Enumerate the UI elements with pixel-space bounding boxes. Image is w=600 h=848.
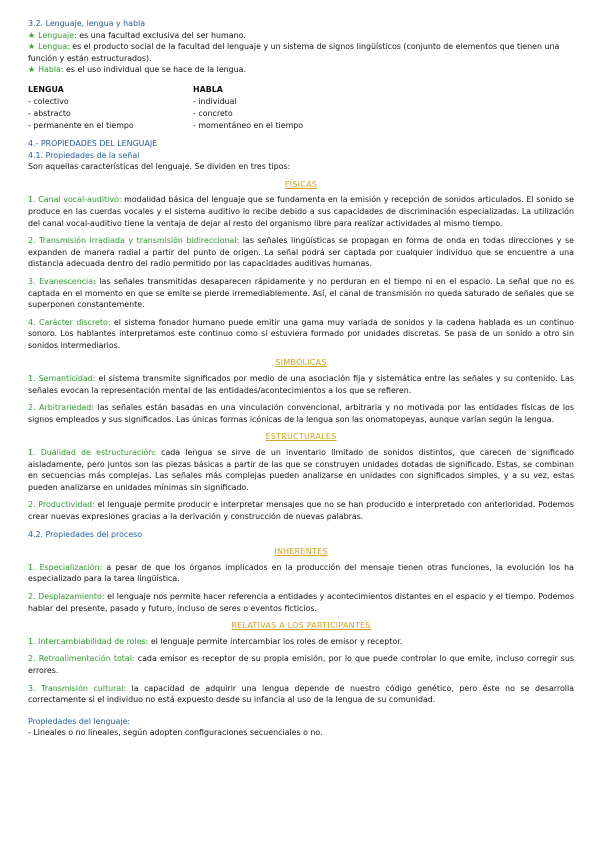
- property-term: 2. Transmisión irradiada y transmisión bidireccional:: [28, 236, 240, 246]
- property-item: [28, 653, 574, 676]
- footer-heading: Propiedades del lenguaje:: [28, 716, 131, 726]
- property-text: el lenguaje permite intercambiar los roles de emisor y receptor.: [148, 636, 403, 646]
- property-text: el sistema fonador humano puede emitir una gama muy variada de sonidos y la cadena hablada es un continuo sonoro. Los hablantes interpretamos este continuo como si estuviera formado por unidades discretas. Se pasa de un sonido a otro sin sonidos intermediarios.: [28, 317, 575, 350]
- property-item: [28, 499, 574, 522]
- definition-habla: [28, 64, 574, 76]
- section-4-1-heading: 4.1. Propiedades de la señal: [28, 150, 140, 160]
- section-4-heading: 4.- PROPIEDADES DEL LENGUAJE: [28, 138, 158, 148]
- table-cell: - individual: [193, 96, 237, 106]
- property-text: cada emisor es receptor de su propia emisión, por lo que puede controlar lo que emite, incluso corregir sus errores.: [28, 654, 574, 675]
- property-text: las señales transmitidas desaparecen rápidamente y no perduran en el tiempo ni en el espacio. La señal que no es captada en el momento en que se emite se pierde irremediablemente. Así, el canal de transmisión no queda saturado de señales que se superponen constantemente.: [28, 276, 574, 310]
- property-term: 1. Intercambiabilidad de roles:: [28, 636, 149, 646]
- definition-lenguaje: [28, 30, 574, 42]
- category-title: FÍSICAS: [284, 179, 318, 189]
- definition-text: es una facultad exclusiva del ser humano.: [76, 30, 246, 40]
- category-title: SIMBÓLICAS: [275, 358, 327, 368]
- property-text: el sistema transmite significados por medio de una asociación fija y sistemática entre las señales y su contenido. Las señales evocan la representación mental de las entidades/acontecimientos a los que se refieren.: [28, 374, 574, 395]
- category-title: RELATIVAS A LOS PARTICIPANTES: [231, 621, 371, 631]
- property-text: cada lengua se sirve de un inventario limitado de sonidos distintos, que carecen de significado aisladamente, pero juntos son las piezas básicas a partir de las que se construyen unidades dotadas de significado. Estas, se combinan en secuencias más complejas. Las señales más complejas pueden analizarse en unidades con significados simples, y a su vez, estas pueden analizarse en unidades mínimas sin significado.: [28, 448, 574, 492]
- section-3-2-heading: 3.2. Lenguaje, lengua y habla: [28, 19, 146, 28]
- property-text: las señales están basadas en una vinculación convencional, arbitraria y no motivada por las entidades físicas de los signos empleados y sus significados. Las únicas formas icónicas de la lengua son las onomatopeyas, aunque varían según la lengua.: [28, 403, 574, 424]
- property-term: 1. Semanticidad:: [28, 374, 96, 384]
- star-icon: ★: [28, 42, 36, 52]
- category-estructurales: [28, 431, 574, 443]
- property-text: las señales lingüísticas se propagan en forma de onda en todas direcciones y se expanden de manera radial a partir del punto de origen. La señal podrá ser captada por cualquier individuo que se encuentre a una distancia adecuada dentro del radio permitido por las capacidades auditivas humanas.: [28, 236, 574, 269]
- category-fisicas: [28, 179, 574, 191]
- definition-lengua: [28, 41, 574, 64]
- property-item: [28, 591, 574, 614]
- star-icon: ★: [28, 65, 36, 75]
- section-intro: Son aquellas características del lenguaje. Se dividen en tres tipos:: [28, 162, 291, 172]
- lengua-habla-table: [28, 84, 574, 132]
- section-4-2-heading: 4.2. Propiedades del proceso: [28, 529, 143, 539]
- term: Habla:: [38, 65, 64, 75]
- property-item: [28, 194, 574, 229]
- table-header-habla: HABLA: [193, 84, 223, 94]
- property-term: 2. Arbitrariedad:: [28, 403, 94, 413]
- definition-text: es el uso individual que se hace de la lengua.: [63, 65, 247, 75]
- property-term: 3. Transmisión cultural:: [28, 683, 127, 693]
- table-cell: - concreto: [193, 108, 233, 118]
- table-cell: - permanente en el tiempo: [28, 120, 134, 130]
- property-text: el lenguaje nos permite hacer referencia a entidades y acontecimientos distantes en el espacio y el tiempo. Podemos hablar del presente, pasado y futuro, incluso de seres o eventos ficticios.: [28, 591, 574, 613]
- star-icon: ★: [28, 30, 36, 40]
- property-item: [28, 276, 574, 311]
- property-text: el lenguaje permite producir e interpretar mensajes que no se han producido e interpretado con anterioridad. Podemos crear nuevas expresiones gracias a la derivación y construcción de nuevas palabras.: [28, 500, 574, 521]
- table-header-lengua: LENGUA: [28, 84, 64, 94]
- property-item: [28, 402, 574, 425]
- property-term: 4. Carácter discreto:: [28, 317, 111, 327]
- property-term: 2. Desplazamiento:: [28, 591, 105, 601]
- property-term: 2. Retroalimentación total:: [28, 654, 135, 664]
- property-term: 3. Evanescencia:: [28, 276, 96, 286]
- footer-line: - Lineales o no lineales, según adopten configuraciones secuenciales o no.: [28, 728, 323, 738]
- property-text: a pesar de que los órganos implicados en la producción del mensaje tienen otras funciones, la evolución los ha especializado para la tarea lingüística.: [28, 562, 574, 584]
- definition-text: es el producto social de la facultad del lenguaje y un sistema de signos lingüísticos (conjunto de elementos que tienen una función y están estructurados).: [28, 42, 560, 63]
- table-cell: - abstracto: [28, 108, 71, 118]
- property-term: 1. Especialización:: [28, 562, 103, 572]
- property-item: [28, 447, 574, 493]
- table-cell: - colectivo: [28, 96, 69, 106]
- property-item: [28, 683, 574, 706]
- property-item: [28, 235, 574, 270]
- property-term: 2. Productividad:: [28, 500, 95, 510]
- category-title: ESTRUCTURALES: [265, 432, 337, 442]
- category-relativas: [28, 620, 574, 632]
- property-term: 1. Dualidad de estructuración:: [28, 448, 156, 458]
- property-term: 1. Canal vocal-auditivo:: [28, 195, 122, 205]
- property-item: [28, 636, 574, 648]
- property-item: [28, 317, 574, 352]
- property-text: la capacidad de adquirir una lengua depende de nuestro código genético, pero éste no se desarrolla correctamente si el individuo no está expuesto desde su infancia al uso de la lengua de su comunidad.: [28, 683, 574, 705]
- property-item: [28, 373, 574, 396]
- category-inherentes: [28, 546, 574, 558]
- table-cell: - momentáneo en el tiempo: [193, 120, 304, 130]
- category-title: INHERENTES: [274, 547, 328, 557]
- term: Lengua:: [38, 42, 70, 52]
- category-simbolicas: [28, 357, 574, 369]
- term: Lenguaje:: [38, 30, 77, 40]
- property-item: [28, 562, 574, 585]
- property-text: modalidad básica del lenguaje que se fundamenta en la emisión y recepción de sonidos articulados. El sonido se produce en las cuerdas vocales y el sistema auditivo lo recibe debido a sus capacidades de discriminación especializadas. La utilización del canal vocal-auditivo tiene la ventaja de dejar al resto del organismo libre para realizar actividades al mismo tiempo.: [28, 195, 574, 228]
